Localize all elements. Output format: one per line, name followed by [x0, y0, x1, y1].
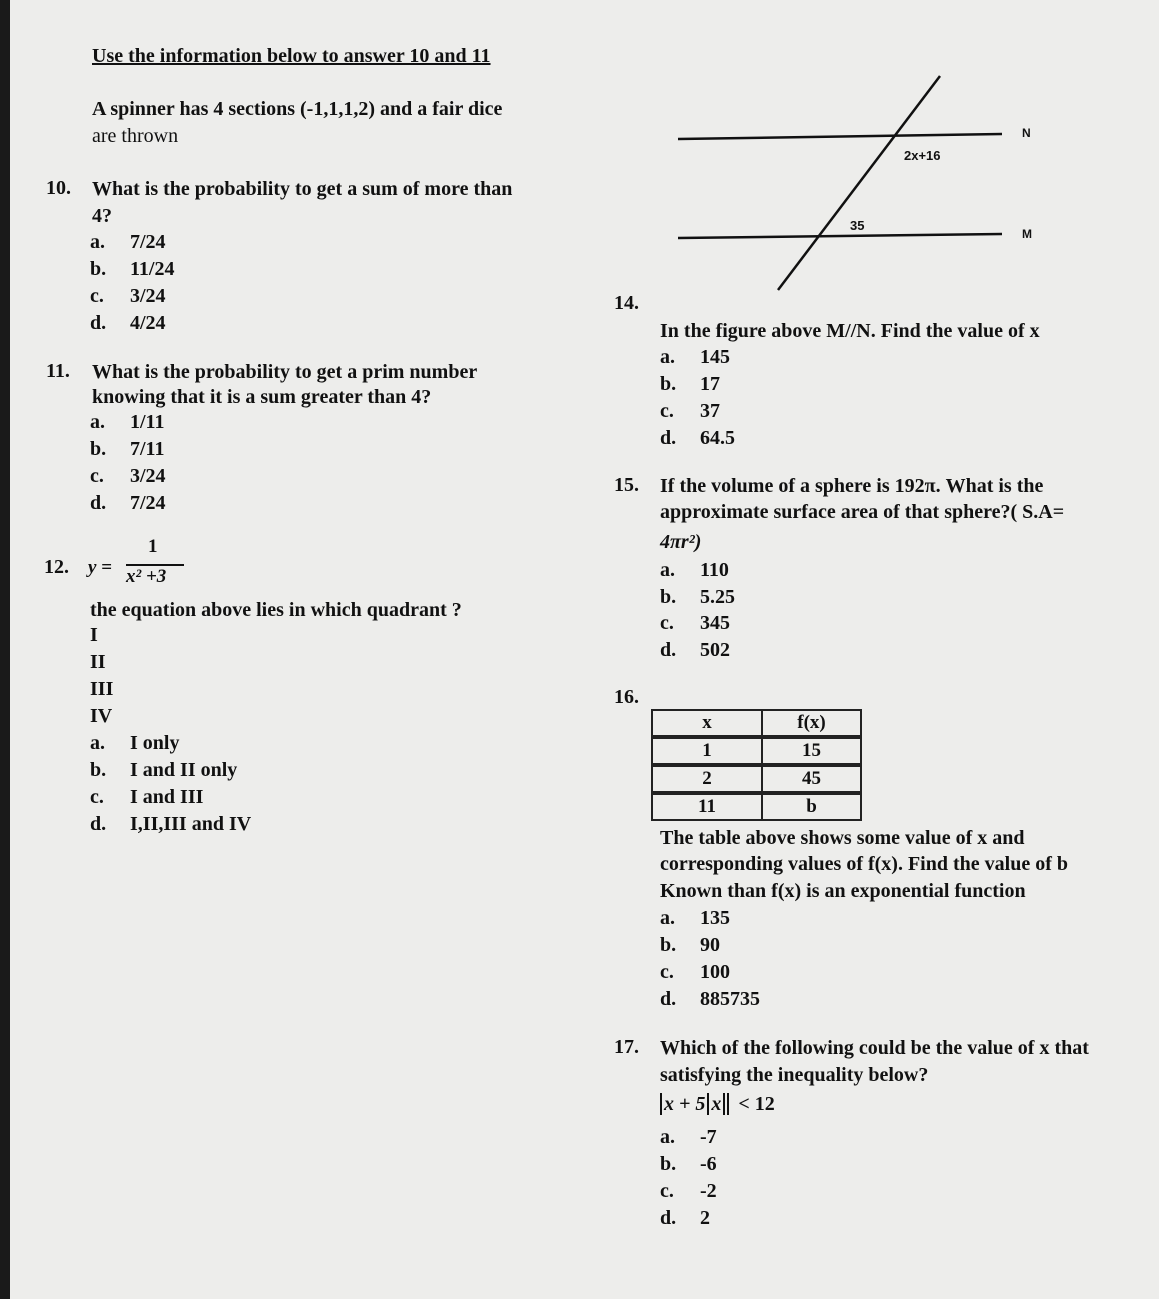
intro-line-2: are thrown: [92, 125, 179, 147]
q12-numerator: 1: [148, 536, 158, 557]
q17-text-1: Which of the following could be the value of x that: [660, 1037, 1089, 1059]
label-n: N: [1022, 126, 1031, 140]
table-cell: 45: [762, 765, 861, 793]
q16-text-1: The table above shows some value of x and: [660, 827, 1025, 849]
q16-option-d[interactable]: d. 885735: [660, 988, 760, 1010]
q15-option-a[interactable]: a. 110: [660, 559, 729, 581]
q12-number: 12.: [44, 556, 69, 578]
table-row: [652, 765, 861, 793]
inner-absolute-value: x: [707, 1093, 725, 1115]
q16-option-c[interactable]: c. 100: [660, 961, 730, 983]
q14-option-b[interactable]: b. 17: [660, 373, 720, 395]
q10-option-a[interactable]: a. 7/24: [90, 231, 166, 253]
q16-option-b[interactable]: b. 90: [660, 934, 720, 956]
intro-line-1: A spinner has 4 sections (-1,1,1,2) and a fair dice: [92, 98, 503, 120]
q16-option-a[interactable]: a. 135: [660, 907, 730, 929]
q12-quadrant-3: III: [90, 678, 114, 700]
q15-option-d[interactable]: d. 502: [660, 639, 730, 661]
q15-number: 15.: [614, 474, 639, 496]
q15-option-b[interactable]: b. 5.25: [660, 586, 735, 608]
q15-option-c[interactable]: c. 345: [660, 612, 730, 634]
q10-text-2: 4?: [92, 205, 112, 227]
q15-text-3: 4πr²): [660, 531, 702, 553]
q12-text: the equation above lies in which quadrant ?: [90, 599, 462, 621]
q11-option-c[interactable]: c. 3/24: [90, 465, 166, 487]
table-header-fx: f(x): [762, 710, 861, 737]
q16-table: [651, 709, 862, 821]
line-m: [678, 234, 1002, 238]
q10-option-c[interactable]: c. 3/24: [90, 285, 166, 307]
q12-quadrant-4: IV: [90, 705, 113, 727]
q17-option-a[interactable]: a. -7: [660, 1126, 717, 1148]
q17-option-c[interactable]: c. -2: [660, 1180, 717, 1202]
q17-option-d[interactable]: d. 2: [660, 1207, 710, 1229]
line-n: [678, 134, 1002, 139]
table-row: [652, 737, 861, 765]
q15-text-1: If the volume of a sphere is 192π. What is the: [660, 475, 1044, 497]
q12-quadrant-1: I: [90, 624, 98, 646]
q14-number: 14.: [614, 292, 639, 314]
q14-option-a[interactable]: a. 145: [660, 346, 730, 368]
table-cell: 15: [762, 737, 861, 765]
q12-lhs: y =: [88, 557, 113, 578]
q17-number: 17.: [614, 1036, 639, 1058]
angle-label-bottom: 35: [850, 218, 865, 233]
q12-option-b[interactable]: b. I and II only: [90, 759, 238, 781]
q16-text-2: corresponding values of f(x). Find the value of b: [660, 853, 1068, 875]
transversal: [778, 76, 940, 290]
q14-text: In the figure above M//N. Find the value of x: [660, 320, 1040, 342]
q11-number: 11.: [46, 360, 70, 382]
label-m: M: [1022, 227, 1032, 241]
q14-option-c[interactable]: c. 37: [660, 400, 720, 422]
q14-parallel-lines-figure: [670, 70, 1090, 310]
q12-option-c[interactable]: c. I and III: [90, 786, 204, 808]
table-header-x: x: [652, 710, 762, 737]
q12-option-a[interactable]: a. I only: [90, 732, 180, 754]
q10-number: 10.: [46, 177, 71, 199]
table-cell: 11: [652, 793, 762, 820]
q11-text-1: What is the probability to get a prim number: [92, 361, 478, 383]
q14-option-d[interactable]: d. 64.5: [660, 427, 735, 449]
table-cell: 1: [652, 737, 762, 765]
q10-option-d[interactable]: d. 4/24: [90, 312, 166, 334]
q17-option-b[interactable]: b. -6: [660, 1153, 717, 1175]
section-header: Use the information below to answer 10 and 11: [92, 45, 491, 67]
q11-option-a[interactable]: a. 1/11: [90, 411, 165, 433]
angle-label-top: 2x+16: [904, 148, 941, 163]
q12-option-d[interactable]: d. I,II,III and IV: [90, 813, 252, 835]
q15-text-2: approximate surface area of that sphere?( S.A=: [660, 501, 1065, 523]
q10-text-1: What is the probability to get a sum of more than: [92, 178, 513, 200]
table-header-row: [652, 710, 861, 737]
q17-inequality: x + 5 x < 12: [660, 1092, 775, 1116]
table-cell: 2: [652, 765, 762, 793]
q11-option-b[interactable]: b. 7/11: [90, 438, 165, 460]
q16-text-3: Known than f(x) is an exponential function: [660, 880, 1026, 902]
outer-absolute-value: x + 5 x: [660, 1093, 729, 1115]
page-edge: [0, 0, 10, 1299]
q12-denominator: x² +3: [126, 566, 167, 587]
table-row: [652, 793, 861, 820]
q10-option-b[interactable]: b. 11/24: [90, 258, 175, 280]
q12-quadrant-2: II: [90, 651, 106, 673]
q11-option-d[interactable]: d. 7/24: [90, 492, 166, 514]
q12-equation: [88, 536, 198, 598]
q16-number: 16.: [614, 686, 639, 708]
table-cell: b: [762, 793, 861, 820]
q11-text-2: knowing that it is a sum greater than 4?: [92, 386, 432, 408]
q17-text-2: satisfying the inequality below?: [660, 1064, 929, 1086]
